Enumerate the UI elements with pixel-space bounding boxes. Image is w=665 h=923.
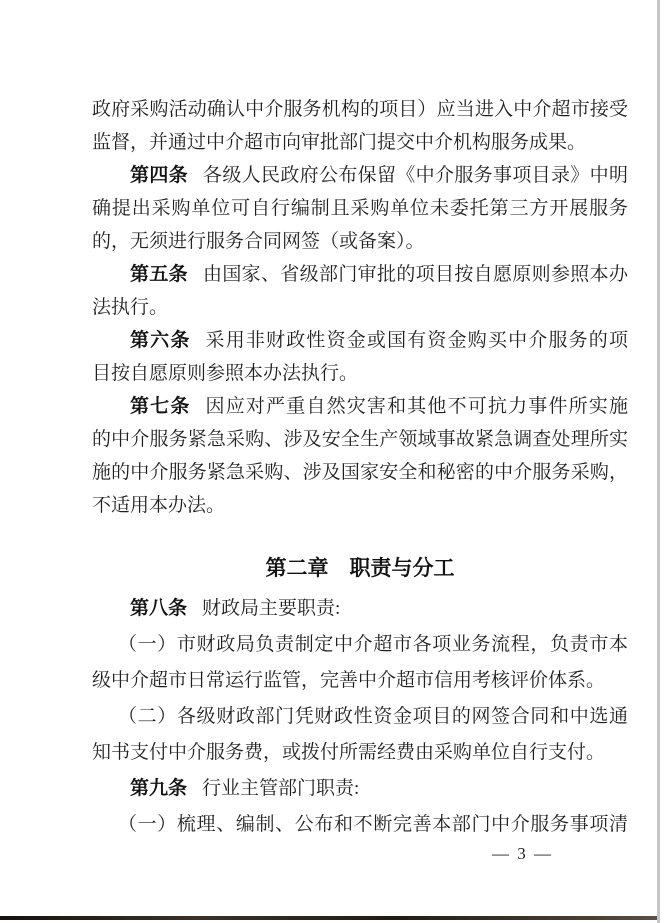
- line-text: 行业主管部门职责:: [202, 778, 360, 799]
- article-number: 第六条: [130, 330, 191, 351]
- article-number: 第九条: [130, 778, 188, 799]
- document-line: （一）市财政局负责制定中介超市各项业务流程，负责市本: [118, 634, 628, 655]
- document-line: 的中介服务紧急采购、涉及安全生产领域事故紧急调查处理所实: [92, 429, 628, 450]
- document-line: 监督，并通过中介超市向审批部门提交中介机构服务成果。: [92, 132, 587, 153]
- document-line: [92, 591, 628, 627]
- scan-artifact-bottom-bar: [0, 916, 657, 920]
- document-line: （一）梳理、编制、公布和不断完善本部门中介服务事项清: [118, 814, 628, 835]
- document-line: [92, 771, 628, 807]
- document-line: 法执行。: [92, 297, 169, 318]
- article-number: 第四条: [130, 165, 188, 186]
- document-line: 施的中介服务紧急采购、涉及国家安全和秘密的中介服务采购，: [92, 462, 628, 483]
- document-line: 的，无须进行服务合同网签（或备案）。: [92, 231, 425, 252]
- document-line: 目按自愿原则参照本办法执行。: [92, 363, 359, 384]
- document-line: 级中介超市日常运行监管，完善中介超市信用考核评价体系。: [92, 670, 606, 691]
- document-line: [92, 324, 628, 357]
- document-line: [92, 390, 628, 423]
- document-line: 知书支付中介服务费，或拨付所需经费由采购单位自行支付。: [92, 742, 606, 763]
- document-line: 不适用本办法。: [92, 495, 226, 516]
- article-number: 第五条: [130, 264, 188, 285]
- scan-artifact-right-line: [657, 0, 660, 923]
- document-body: [92, 93, 628, 843]
- chapter-heading: 第二章 职责与分工: [265, 557, 455, 580]
- document-line: [92, 258, 628, 291]
- article-number: 第七条: [130, 396, 191, 417]
- document-line: （二）各级财政部门凭财政性资金项目的网签合同和中选通: [118, 706, 628, 727]
- document-line: 确提出采购单位可自行编制且采购单位未委托第三方开展服务: [92, 198, 628, 219]
- document-line: [92, 159, 628, 192]
- document-line: 政府采购活动确认中介服务机构的项目）应当进入中介超市接受: [92, 99, 628, 120]
- line-text: 各级人民政府公布保留《中介服务事项目录》中明: [203, 165, 628, 186]
- line-text: 由国家、省级部门审批的项目按自愿原则参照本办: [203, 264, 628, 285]
- line-text: 采用非财政性资金或国有资金购买中介服务的项: [205, 330, 628, 351]
- article-number: 第八条: [130, 598, 188, 619]
- line-text: 因应对严重自然灾害和其他不可抗力事件所实施: [205, 396, 628, 417]
- page-number: — 3 —: [492, 844, 553, 863]
- line-text: 财政局主要职责:: [202, 598, 341, 619]
